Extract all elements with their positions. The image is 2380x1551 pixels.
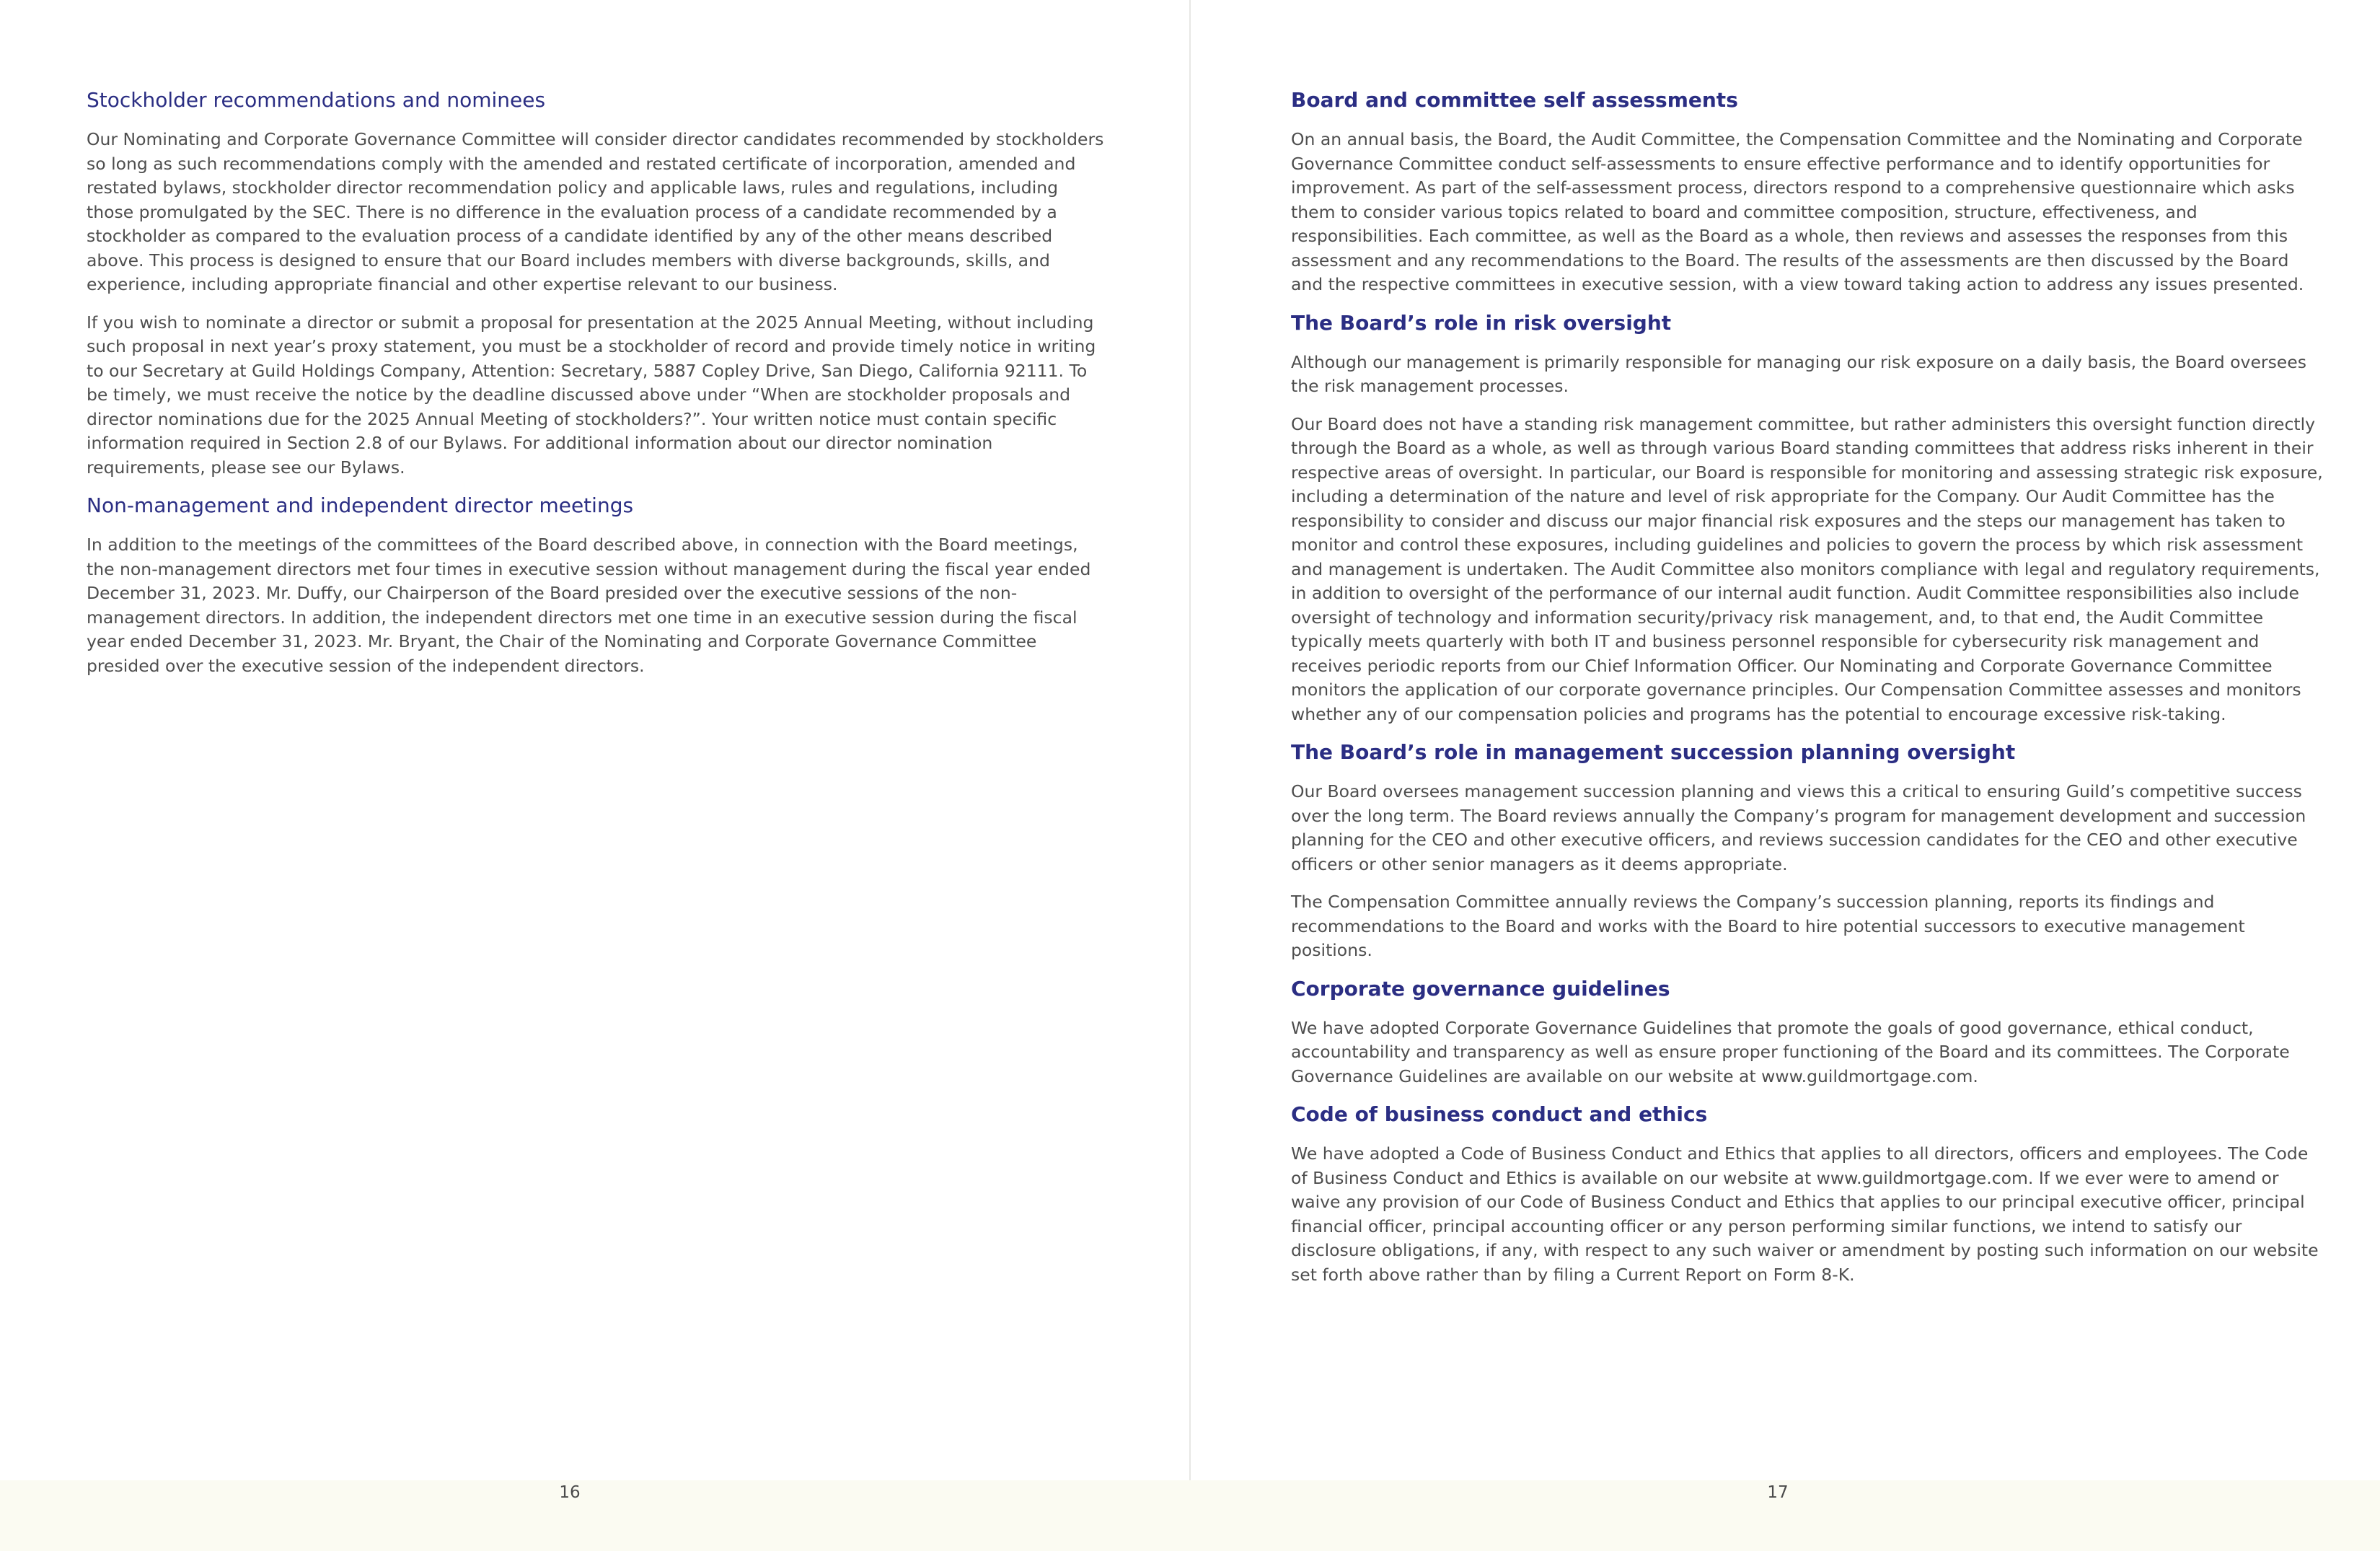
section-heading: Corporate governance guidelines <box>1291 976 1670 1001</box>
page-number-17: 17 <box>1767 1483 1789 1502</box>
section-succession-planning <box>1291 740 2324 963</box>
paragraph: On an annual basis, the Board, the Audit Committee, the Compensation Committee and the Nominating and Corporate Governance Committee conduct self-assessments to ensure effective performance and to identify opportunities for improvement. As part of the self-assessment process, directors respond to a comprehensive questionnaire which asks them to consider various topics related to board and committee composition, structure, effectiveness, and responsibilities. Each committee, as well as the Board as a whole, then reviews and assesses the responses from this assessment and any recommendations to the Board. The results of the assessments are then discussed by the Board and the respective committees in executive session, with a view toward taking action to address any issues presented. <box>1291 129 2304 294</box>
page-17 <box>1291 0 2324 1301</box>
paragraph: Although our management is primarily responsible for managing our risk exposure on a daily basis, the Board oversees the risk management processes. <box>1291 351 2306 396</box>
section-heading: Stockholder recommendations and nominees <box>87 88 546 112</box>
section-heading: Non-management and independent director meetings <box>87 493 634 517</box>
paragraph: Our Board oversees management succession planning and views this a critical to ensuring Guild’s competitive success over the long term. The Board reviews annually the Company’s program for management development and succession planning for the CEO and other executive officers, and reviews succession candidates for the CEO and other executive officers or other senior managers as it deems appropriate. <box>1291 781 2306 874</box>
paragraph: Our Board does not have a standing risk management committee, but rather administers this oversight function directly through the Board as a whole, as well as through various Board standing committees that address risks inherent in their respective areas of oversight. In particular, our Board is responsible for monitoring and assessing strategic risk exposure, including a determination of the nature and level of risk appropriate for the Company. Our Audit Committee has the responsibility to consider and discuss our major financial risk exposures and the steps our management has taken to monitor and control these exposures, including guidelines and policies to govern the process by which risk assessment and management is undertaken. The Audit Committee also monitors compliance with legal and regulatory requirements, in addition to oversight of the performance of our internal audit function. Audit Committee responsibilities also include oversight of technology and information security/privacy risk management, and, to that end, the Audit Committee typically meets quarterly with both IT and business personnel responsible for cybersecurity risk management and receives periodic reports from our Chief Information Officer. Our Nominating and Corporate Governance Committee monitors the application of our corporate governance principles. Our Compensation Committee assesses and monitors whether any of our compensation policies and programs has the potential to encourage excessive risk-taking. <box>1291 413 2323 724</box>
paragraph: Our Nominating and Corporate Governance Committee will consider director candidates recommended by stockholders so long as such recommendations comply with the amended and restated certificate of incorporation, amended and restated bylaws, stockholder director recommendation policy and applicable laws, rules and regulations, including those promulgated by the SEC. There is no difference in the evaluation process of a candidate recommended by a stockholder as compared to the evaluation process of a candidate identified by any of the other means described above. This process is designed to ensure that our Board includes members with diverse backgrounds, skills, and experience, including appropriate financial and other expertise relevant to our business. <box>87 129 1104 294</box>
section-self-assessments <box>1291 88 2324 297</box>
section-code-of-conduct <box>1291 1102 2324 1287</box>
section-non-management-meetings <box>87 493 1105 678</box>
section-stockholder-recommendations <box>87 88 1105 480</box>
paragraph: If you wish to nominate a director or submit a proposal for presentation at the 2025 Annual Meeting, without including such proposal in next year’s proxy statement, you must be a stockholder of record and provide timely notice in writing to our Secretary at Guild Holdings Company, Attention: Secretary, 5887 Copley Drive, San Diego, California 92111. To be timely, we must receive the notice by the deadline discussed above under “When are stockholder proposals and director nominations due for the 2025 Annual Meeting of stockholders?”. Your written notice must contain specific information required in Section 2.8 of our Bylaws. For additional information about our director nomination requirements, please see our Bylaws. <box>87 312 1096 478</box>
section-heading: Board and committee self assessments <box>1291 88 1738 112</box>
section-heading: The Board’s role in risk oversight <box>1291 310 1672 335</box>
footer-band <box>0 1480 2380 1551</box>
paragraph: The Compensation Committee annually reviews the Company’s succession planning, reports its findings and recommendations to the Board and works with the Board to hire potential successors to executive management positions. <box>1291 892 2245 960</box>
section-risk-oversight <box>1291 311 2324 727</box>
paragraph: We have adopted Corporate Governance Guidelines that promote the goals of good governance, ethical conduct, accountability and transparency as well as ensure proper functioning of the Board and its committees. The Corporate Governance Guidelines are available on our website at www.guildmortgage.com. <box>1291 1017 2290 1086</box>
paragraph: In addition to the meetings of the committees of the Board described above, in connection with the Board meetings, the non-management directors met four times in executive session without management during the fiscal year ended December 31, 2023. Mr. Duffy, our Chairperson of the Board presided over the executive sessions of the non-management directors. In addition, the independent directors met one time in an executive session during the fiscal year ended December 31, 2023. Mr. Bryant, the Chair of the Nominating and Corporate Governance Committee presided over the executive session of the independent directors. <box>87 535 1091 676</box>
section-heading: The Board’s role in management succession planning oversight <box>1291 740 2016 764</box>
section-governance-guidelines <box>1291 977 2324 1089</box>
page-16 <box>87 0 1105 692</box>
section-heading: Code of business conduct and ethics <box>1291 1102 1708 1126</box>
page-number-16: 16 <box>559 1483 581 1502</box>
paragraph: We have adopted a Code of Business Conduct and Ethics that applies to all directors, officers and employees. The Code of Business Conduct and Ethics is available on our website at www.guildmortgage.com. If we ever were to amend or waive any provision of our Code of Business Conduct and Ethics that applies to our principal executive officer, principal financial officer, principal accounting officer or any person performing similar functions, we intend to satisfy our disclosure obligations, if any, with respect to any such waiver or amendment by posting such information on our website set forth above rather than by filing a Current Report on Form 8-K. <box>1291 1143 2319 1285</box>
page-divider-line <box>1189 0 1191 1480</box>
